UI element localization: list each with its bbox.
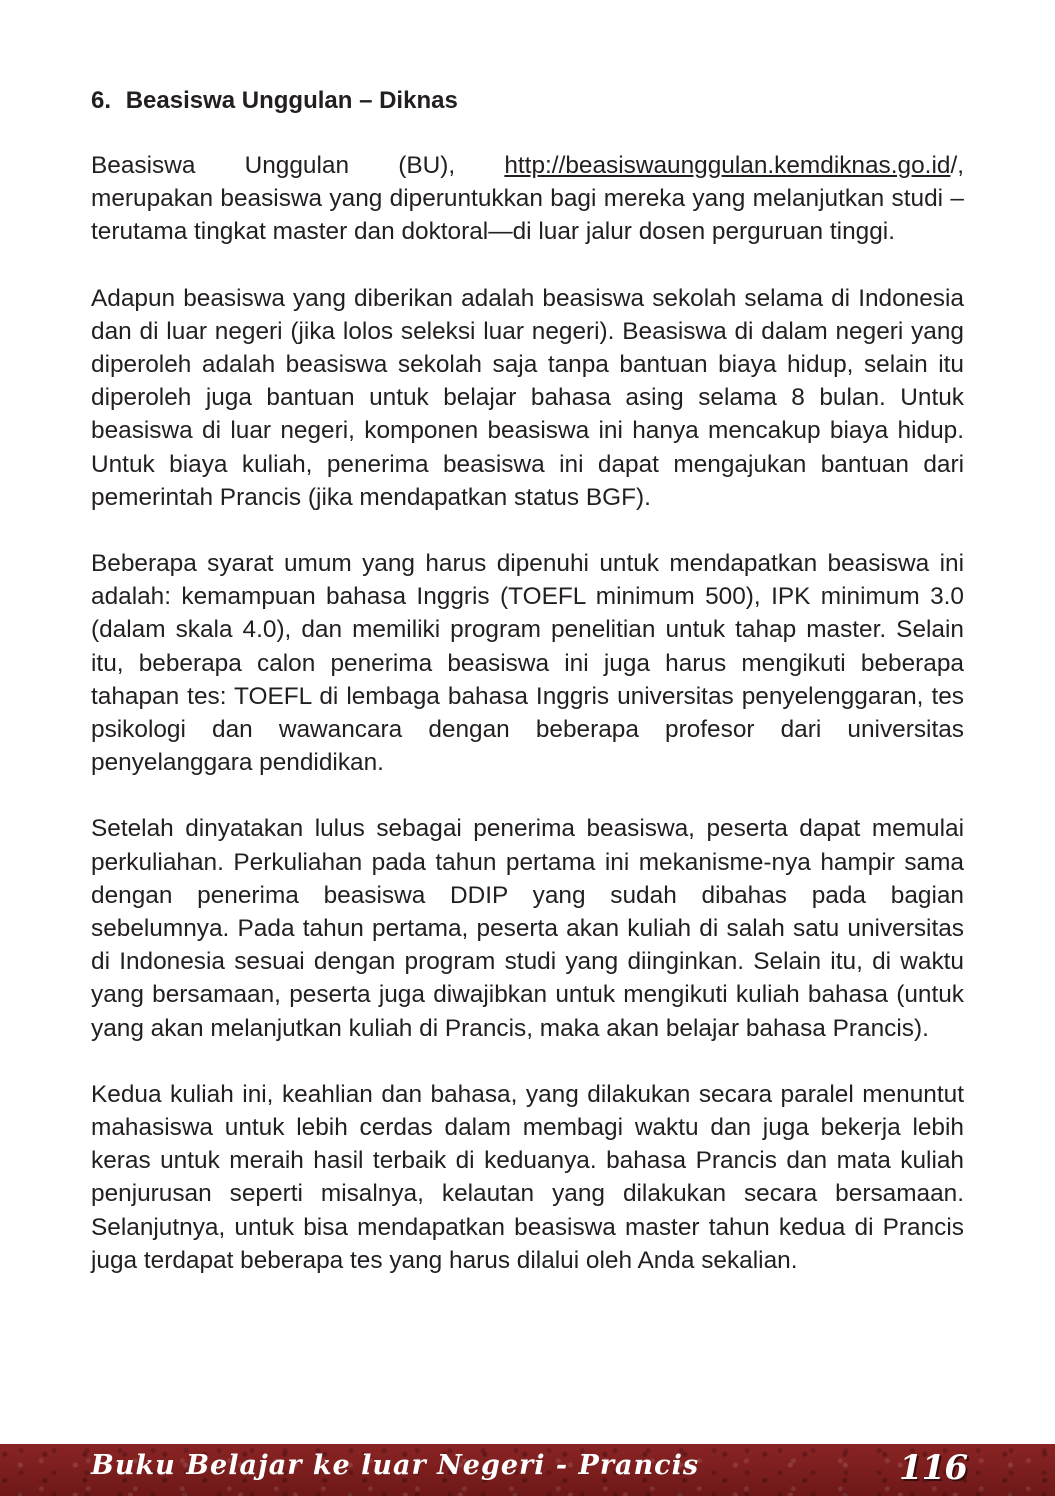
paragraph-first-year: Setelah dinyatakan lulus sebagai penerima beasiswa, peserta dapat memulai perkuliahan. Perkuliahan pada tahun pertama ini mekanisme-nya hampir sama dengan penerima beasiswa DDIP yang sudah dibahas pada bagian sebelumnya. Pada tahun pertama, peserta akan kuliah di salah satu universitas di Indonesia sesuai dengan program studi yang diinginkan. Selain itu, di waktu yang bersamaan, peserta juga diwajibkan untuk mengikuti kuliah bahasa (untuk yang akan melanjutkan kuliah di Prancis, maka akan belajar bahasa Prancis). — [91, 815, 964, 1042]
section-heading — [91, 84, 964, 118]
section-number: 6. — [91, 87, 112, 114]
page-content — [91, 84, 964, 1310]
paragraph-parallel-study: Kedua kuliah ini, keahlian dan bahasa, yang dilakukan secara paralel menuntut mahasiswa untuk lebih cerdas dalam membagi waktu dan juga bekerja lebih keras untuk meraih hasil terbaik di keduanya. bahasa Prancis dan mata kuliah penjurusan seperti misalnya, kelautan yang dilakukan secara bersamaan. Selanjutnya, untuk bisa mendapatkan beasiswa master tahun kedua di Prancis juga terdapat beberapa tes yang harus dilalui oleh Anda sekalian. — [91, 1080, 964, 1274]
paragraph-requirements: Beberapa syarat umum yang harus dipenuhi untuk mendapatkan beasiswa ini adalah: kemampuan bahasa Inggris (TOEFL minimum 500), IPK minimum 3.0 (dalam skala 4.0), dan memiliki program penelitian untuk tahap master. Selain itu, beberapa calon penerima beasiswa ini juga harus mengikuti beberapa tahapan tes: TOEFL di lembaga bahasa Inggris universitas penyelenggaran, tes psikologi dan wawancara dengan beberapa profesor dari universitas penyelanggara pendidikan. — [91, 550, 964, 777]
page-number: 116 — [899, 1448, 967, 1488]
page-footer-band — [0, 1444, 1055, 1496]
paragraph-funding: Adapun beasiswa yang diberikan adalah beasiswa sekolah selama di Indonesia dan di luar negeri (jika lolos seleksi luar negeri). Beasiswa di dalam negeri yang diperoleh adalah beasiswa sekolah saja tanpa bantuan biaya hidup, selain itu diperoleh juga bantuan untuk belajar bahasa asing selama 8 bulan. Untuk beasiswa di luar negeri, komponen beasiswa ini hanya mencakup biaya hidup. Untuk biaya kuliah, penerima beasiswa ini dapat mengajukan bantuan dari pemerintah Prancis (jika mendapatkan status BGF). — [91, 284, 964, 511]
intro-text-after-link: /, merupakan beasiswa yang diperuntukkan bagi mereka yang melanjutkan studi –terutama tingkat master dan doktoral—di luar jalur dosen perguruan tinggi. — [91, 152, 964, 246]
section-title: Beasiswa Unggulan – Diknas — [125, 87, 458, 114]
beasiswa-unggulan-link[interactable]: http://beasiswaunggulan.kemdiknas.go.id — [504, 152, 951, 179]
intro-text-before-link: Beasiswa Unggulan (BU), — [91, 152, 505, 179]
footer-book-title: Buku Belajar ke luar Negeri - Prancis — [91, 1450, 700, 1481]
paragraph-intro — [91, 149, 964, 249]
